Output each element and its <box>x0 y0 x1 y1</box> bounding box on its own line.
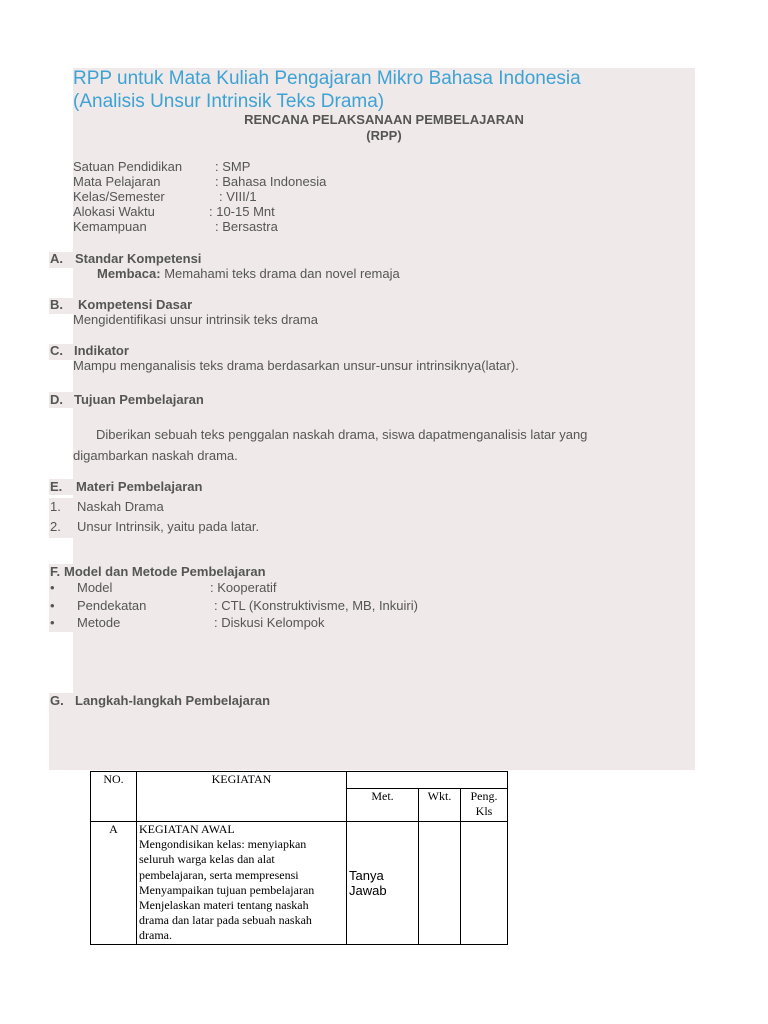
row-no-cell: A <box>91 822 137 945</box>
list-item-label: Pendekatan <box>77 598 147 613</box>
column-header-wkt: Wkt. <box>419 789 461 822</box>
list-item-value: : CTL (Konstruktivisme, MB, Inkuiri) <box>214 598 418 613</box>
identity-value: : SMP <box>215 159 251 174</box>
identity-label: Satuan Pendidikan <box>73 159 183 174</box>
activities-table <box>90 771 508 945</box>
identity-value: : VIII/1 <box>219 189 257 204</box>
kegiatan-line: Menjelaskan materi tentang naskah <box>139 898 309 913</box>
document-title-line1: RPP untuk Mata Kuliah Pengajaran Mikro Bahasa Indonesia <box>73 68 581 89</box>
kegiatan-line: Mengondisikan kelas: menyiapkan <box>139 837 307 852</box>
bullet-icon: • <box>50 598 55 613</box>
column-header-kegiatan: KEGIATAN <box>137 772 347 822</box>
list-item: Naskah Drama <box>77 499 164 514</box>
section-f-title: Model dan Metode Pembelajaran <box>64 564 266 579</box>
list-item-value: : Diskusi Kelompok <box>214 615 325 630</box>
identity-value: : Bersastra <box>215 219 278 234</box>
section-g-title: Langkah-langkah Pembelajaran <box>75 693 271 708</box>
table-row <box>91 822 508 945</box>
column-header-peng-line2: Kls <box>475 804 493 819</box>
section-c-text: Mampu menganalisis teks drama berdasarkan unsur-unsur intrinsiknya(latar). <box>73 358 519 373</box>
document-title-line2: (Analisis Unsur Intrinsik Teks Drama) <box>73 91 385 112</box>
list-item-label: Metode <box>77 615 121 630</box>
kegiatan-line: drama. <box>139 928 172 943</box>
row-met-cell <box>347 822 419 945</box>
rpp-heading-line1: RENCANA PELAKSANAAN PEMBELAJARAN <box>244 112 524 127</box>
list-item-number: 1. <box>50 499 61 514</box>
identity-label: Kemampuan <box>73 219 147 234</box>
row-kegiatan-cell <box>137 822 347 945</box>
section-g-letter: G. <box>50 693 64 708</box>
row-wkt-cell <box>419 822 461 945</box>
met-line2: Jawab <box>349 882 387 898</box>
column-header-no: NO. <box>91 772 137 822</box>
section-d-text-line1: Diberikan sebuah teks penggalan naskah drama, siswa dapatmenganalisis latar yang <box>96 427 588 442</box>
section-e-title: Materi Pembelajaran <box>76 479 203 494</box>
list-item-label: Model <box>77 580 113 595</box>
table-header-row <box>91 772 508 789</box>
section-a-letter: A. <box>50 251 63 266</box>
bullet-icon: • <box>50 615 55 630</box>
section-d-text-line2: digambarkan naskah drama. <box>73 448 238 463</box>
section-c-letter: C. <box>50 343 63 358</box>
column-header-group <box>347 772 508 789</box>
section-b-title: Kompetensi Dasar <box>78 297 193 312</box>
identity-label: Kelas/Semester <box>73 189 165 204</box>
section-b-text: Mengidentifikasi unsur intrinsik teks drama <box>73 312 318 327</box>
section-d-letter: D. <box>50 392 63 407</box>
list-item-number: 2. <box>50 519 61 534</box>
identity-value: : 10-15 Mnt <box>209 204 275 219</box>
list-item-value: : Kooperatif <box>210 580 277 595</box>
kegiatan-line: pembelajaran, serta mempresensi <box>139 867 299 882</box>
list-item: Unsur Intrinsik, yaitu pada latar. <box>77 519 260 534</box>
column-header-peng-line1: Peng. <box>470 789 498 804</box>
kegiatan-line: seluruh warga kelas dan alat <box>139 852 275 867</box>
kegiatan-line: KEGIATAN AWAL <box>139 822 235 836</box>
identity-value: : Bahasa Indonesia <box>215 174 327 189</box>
section-b-letter: B. <box>50 297 63 312</box>
section-c-title: Indikator <box>74 343 129 358</box>
kegiatan-line: drama dan latar pada sebuah naskah <box>139 913 312 928</box>
bullet-icon: • <box>50 580 55 595</box>
section-a-body <box>97 266 400 281</box>
section-d-title: Tujuan Pembelajaran <box>74 392 204 407</box>
section-a-lead: Membaca: <box>97 266 161 281</box>
section-a-text: Memahami teks drama dan novel remaja <box>160 266 400 281</box>
kegiatan-line: Menyampaikan tujuan pembelajaran <box>139 882 315 897</box>
identity-label: Alokasi Waktu <box>73 204 155 219</box>
column-header-peng <box>461 789 508 822</box>
section-a-title: Standar Kompetensi <box>75 251 202 266</box>
column-header-met: Met. <box>347 789 419 822</box>
section-f-letter: F. <box>50 564 61 579</box>
row-peng-cell <box>461 822 508 945</box>
rpp-heading-line2: (RPP) <box>366 128 402 143</box>
met-line1: Tanya <box>349 867 384 883</box>
section-e-letter: E. <box>50 479 63 494</box>
identity-label: Mata Pelajaran <box>73 174 161 189</box>
